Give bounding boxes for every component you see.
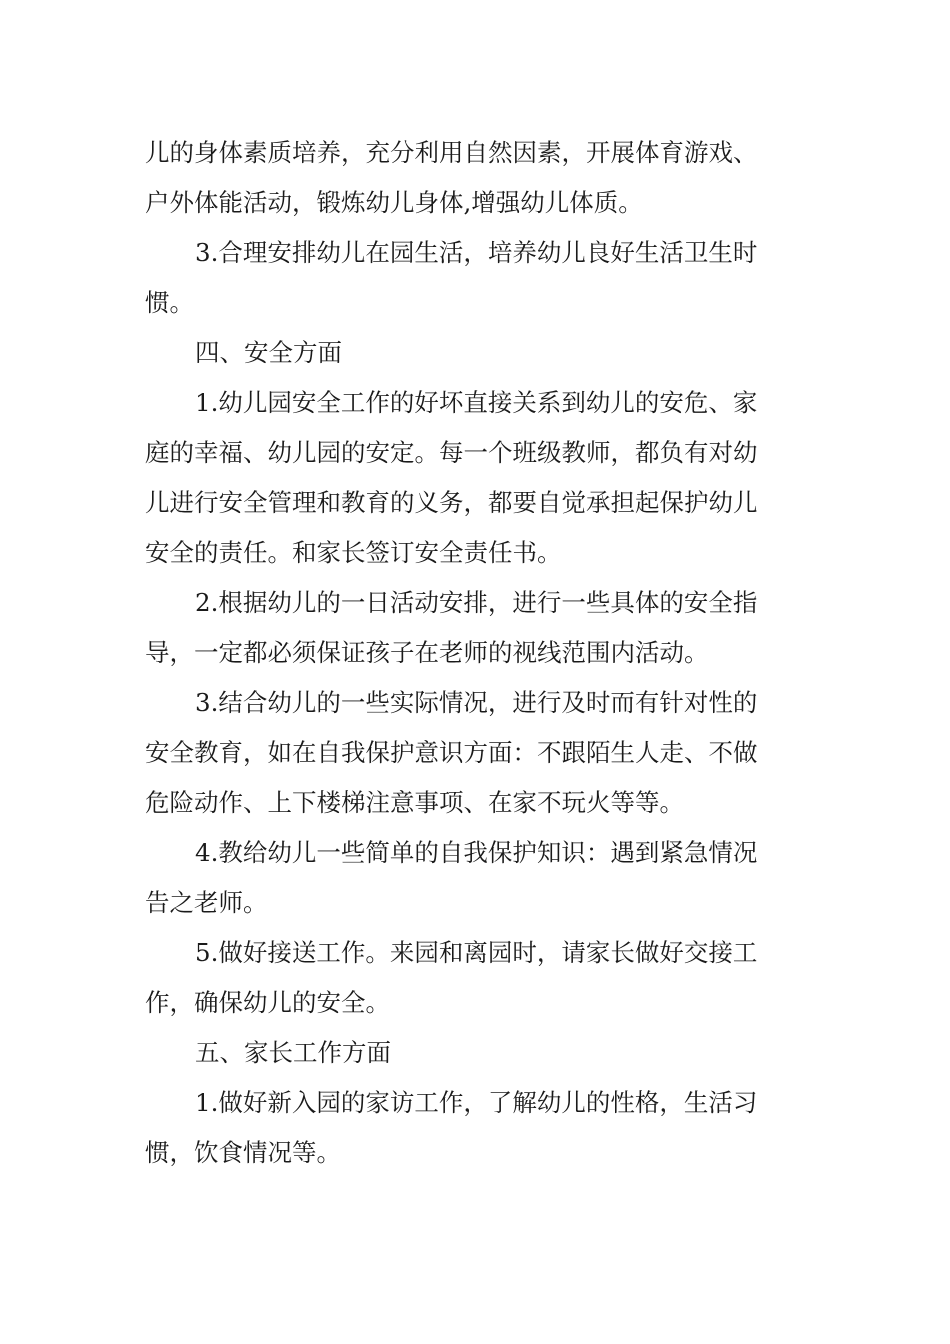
heading-text: 四、安全方面 (195, 338, 342, 367)
text-line: 1.幼儿园安全工作的好坏直接关系到幼儿的安危、家 (195, 388, 758, 417)
document-page (145, 128, 785, 1178)
paragraph-life-item-3 (145, 228, 785, 328)
paragraph-safety-item-2 (145, 578, 785, 678)
paragraph-safety-item-4 (145, 828, 785, 928)
paragraph-safety-item-3 (145, 678, 785, 828)
text-line: 导，一定都必须保证孩子在老师的视线范围内活动。 (145, 638, 709, 667)
text-line: 户外体能活动，锻炼幼儿身体,增强幼儿体质。 (145, 188, 643, 217)
text-line: 庭的幸福、幼儿园的安定。每一个班级教师，都负有对幼 (145, 438, 758, 467)
text-line: 告之老师。 (145, 888, 268, 917)
text-line: 4.教给幼儿一些简单的自我保护知识：遇到紧急情况 (195, 838, 758, 867)
text-line: 安全教育，如在自我保护意识方面：不跟陌生人走、不做 (145, 738, 758, 767)
text-line: 安全的责任。和家长签订安全责任书。 (145, 538, 562, 567)
text-line: 3.合理安排幼儿在园生活，培养幼儿良好生活卫生时 (195, 238, 758, 267)
paragraph-safety-item-5 (145, 928, 785, 1028)
paragraph-parents-item-1 (145, 1078, 785, 1178)
text-line: 惯，饮食情况等。 (145, 1138, 341, 1167)
text-line: 儿进行安全管理和教育的义务，都要自觉承担起保护幼儿 (145, 488, 758, 517)
text-line: 5.做好接送工作。来园和离园时，请家长做好交接工 (195, 938, 758, 967)
text-line: 作，确保幼儿的安全。 (145, 988, 390, 1017)
text-line: 3.结合幼儿的一些实际情况，进行及时而有针对性的 (195, 688, 758, 717)
text-line: 2.根据幼儿的一日活动安排，进行一些具体的安全指 (195, 588, 758, 617)
section-heading-safety (145, 328, 785, 378)
heading-text: 五、家长工作方面 (195, 1038, 391, 1067)
paragraph-physical-continued (145, 128, 785, 228)
section-heading-parents (145, 1028, 785, 1078)
text-line: 1.做好新入园的家访工作，了解幼儿的性格，生活习 (195, 1088, 758, 1117)
text-line: 惯。 (145, 288, 194, 317)
paragraph-safety-item-1 (145, 378, 785, 578)
text-line: 危险动作、上下楼梯注意事项、在家不玩火等等。 (145, 788, 684, 817)
text-line: 儿的身体素质培养，充分利用自然因素，开展体育游戏、 (145, 138, 758, 167)
